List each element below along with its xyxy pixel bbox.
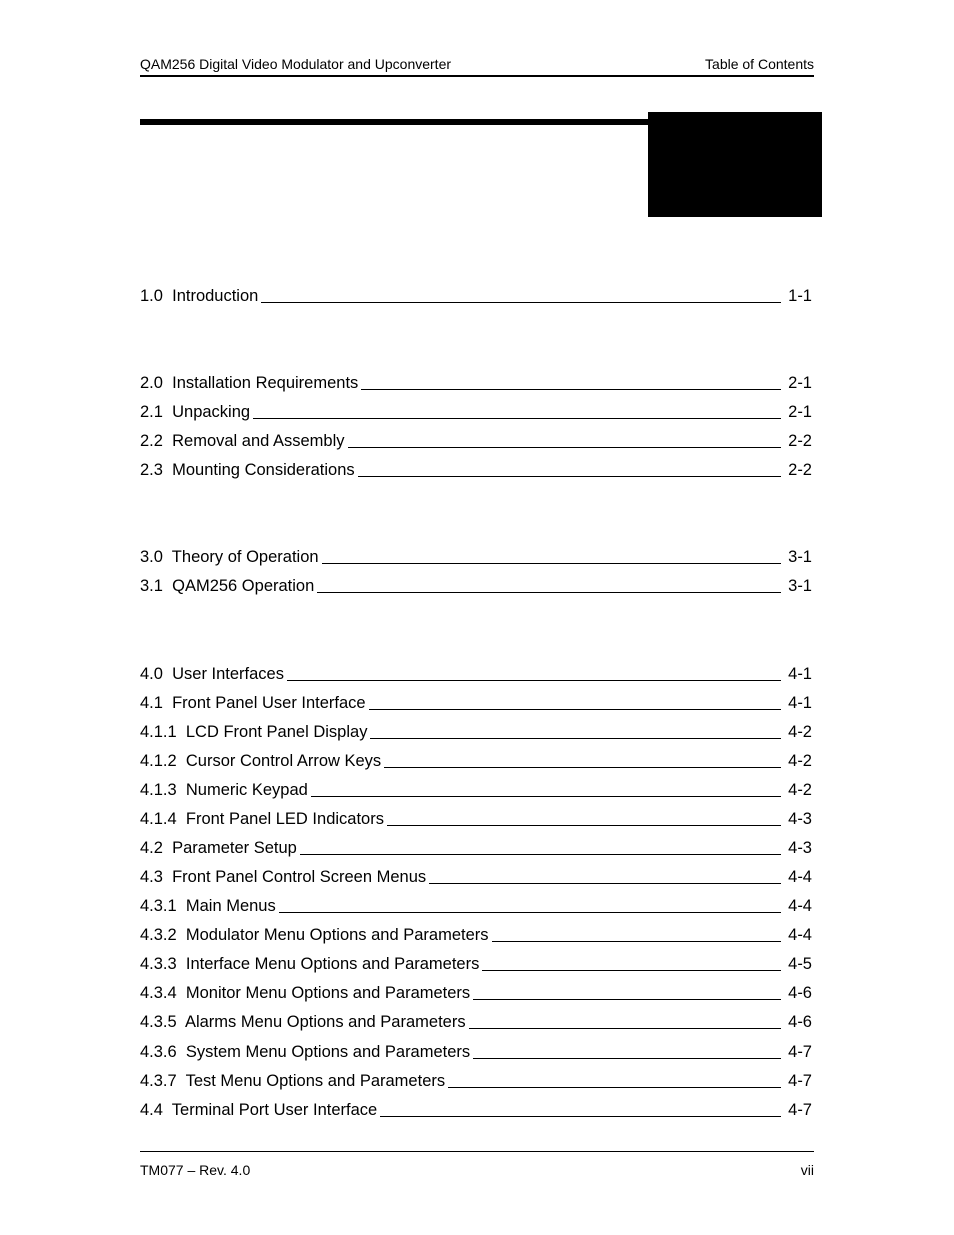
- header-section-title: Table of Contents: [705, 56, 814, 72]
- toc-entry-page: 2-2: [788, 461, 812, 479]
- toc-entry-page: 3-1: [788, 577, 812, 595]
- toc-entry[interactable]: [140, 953, 812, 975]
- toc-entry-label: 2.3 Mounting Considerations: [140, 459, 358, 481]
- toc-entry-label: 2.1 Unpacking: [140, 401, 253, 423]
- toc-entry-label: 4.1 Front Panel User Interface: [140, 692, 369, 714]
- toc-entry-label: 4.3.3 Interface Menu Options and Parameters: [140, 953, 482, 975]
- toc-entry[interactable]: [140, 779, 812, 801]
- toc-entry-label: 3.1 QAM256 Operation: [140, 575, 317, 597]
- toc-entry-label: 4.3.5 Alarms Menu Options and Parameters: [140, 1011, 469, 1033]
- toc-entry-page: 2-1: [788, 374, 812, 392]
- toc-entry-page: 4-6: [788, 984, 812, 1002]
- toc-entry-label: 4.3 Front Panel Control Screen Menus: [140, 866, 429, 888]
- toc-entry-page: 4-4: [788, 897, 812, 915]
- toc-entry-label: 1.0 Introduction: [140, 285, 261, 307]
- toc-entry-label: 2.0 Installation Requirements: [140, 372, 361, 394]
- toc-entry-label: 4.4 Terminal Port User Interface: [140, 1099, 380, 1121]
- toc-entry-page: 4-4: [788, 926, 812, 944]
- toc-entry-page: 2-1: [788, 403, 812, 421]
- toc-entry[interactable]: [140, 1070, 812, 1092]
- toc-entry-page: 1-1: [788, 287, 812, 305]
- toc-entry[interactable]: [140, 982, 812, 1004]
- toc-entry[interactable]: [140, 401, 812, 423]
- toc-entry[interactable]: [140, 430, 812, 452]
- toc-entry[interactable]: [140, 1011, 812, 1033]
- toc-entry[interactable]: [140, 575, 812, 597]
- toc-entry-label: 4.3.7 Test Menu Options and Parameters: [140, 1070, 448, 1092]
- toc-entry-label: 4.1.2 Cursor Control Arrow Keys: [140, 750, 384, 772]
- toc-entry-page: 4-3: [788, 810, 812, 828]
- footer-revision: TM077 – Rev. 4.0: [140, 1162, 251, 1178]
- page-footer: [140, 1151, 814, 1178]
- toc-entry[interactable]: [140, 459, 812, 481]
- toc-entry-label: 4.1.4 Front Panel LED Indicators: [140, 808, 387, 830]
- toc-entry-label: 4.0 User Interfaces: [140, 663, 287, 685]
- toc-entry-page: 4-5: [788, 955, 812, 973]
- toc-entry-page: 4-1: [788, 665, 812, 683]
- toc-entry-label: 4.1.3 Numeric Keypad: [140, 779, 311, 801]
- title-rule: [140, 119, 650, 125]
- footer-page-number: vii: [800, 1162, 814, 1178]
- toc-entry-page: 4-2: [788, 781, 812, 799]
- toc-entry-label: 2.2 Removal and Assembly: [140, 430, 348, 452]
- toc-entry[interactable]: [140, 692, 812, 714]
- toc-entry-page: 4-2: [788, 752, 812, 770]
- page-header: [140, 54, 814, 77]
- toc-entry[interactable]: [140, 866, 812, 888]
- toc-entry-page: 4-3: [788, 839, 812, 857]
- toc-entry[interactable]: [140, 924, 812, 946]
- toc-entry[interactable]: [140, 721, 812, 743]
- toc-entry[interactable]: [140, 837, 812, 859]
- toc-entry[interactable]: [140, 285, 812, 307]
- toc-entry[interactable]: [140, 1041, 812, 1063]
- toc-entry-page: 4-2: [788, 723, 812, 741]
- toc-entry[interactable]: [140, 808, 812, 830]
- toc-entry-page: 4-1: [788, 694, 812, 712]
- toc-entry-label: 4.2 Parameter Setup: [140, 837, 300, 859]
- toc-entry[interactable]: [140, 663, 812, 685]
- toc-entry-page: 2-2: [788, 432, 812, 450]
- toc-entry-label: 4.3.6 System Menu Options and Parameters: [140, 1041, 473, 1063]
- toc-entry-label: 4.3.1 Main Menus: [140, 895, 279, 917]
- toc-entry-label: 3.0 Theory of Operation: [140, 546, 322, 568]
- toc-entry[interactable]: [140, 750, 812, 772]
- header-document-title: QAM256 Digital Video Modulator and Upconverter: [140, 56, 452, 72]
- toc-entry[interactable]: [140, 546, 812, 568]
- toc-entry-label: 4.3.4 Monitor Menu Options and Parameters: [140, 982, 473, 1004]
- toc-entry-page: 4-4: [788, 868, 812, 886]
- toc-entry-page: 4-7: [788, 1101, 812, 1119]
- toc-entry-page: 4-7: [788, 1072, 812, 1090]
- toc-entry[interactable]: [140, 1099, 812, 1121]
- toc-entry-page: 4-6: [788, 1013, 812, 1031]
- toc-entry-label: 4.3.2 Modulator Menu Options and Parameters: [140, 924, 492, 946]
- toc-entry-page: 4-7: [788, 1043, 812, 1061]
- toc-entry-page: 3-1: [788, 548, 812, 566]
- toc-entry[interactable]: [140, 895, 812, 917]
- toc-entry-label: 4.1.1 LCD Front Panel Display: [140, 721, 370, 743]
- toc-entry[interactable]: [140, 372, 812, 394]
- chapter-tab-block: [648, 112, 822, 217]
